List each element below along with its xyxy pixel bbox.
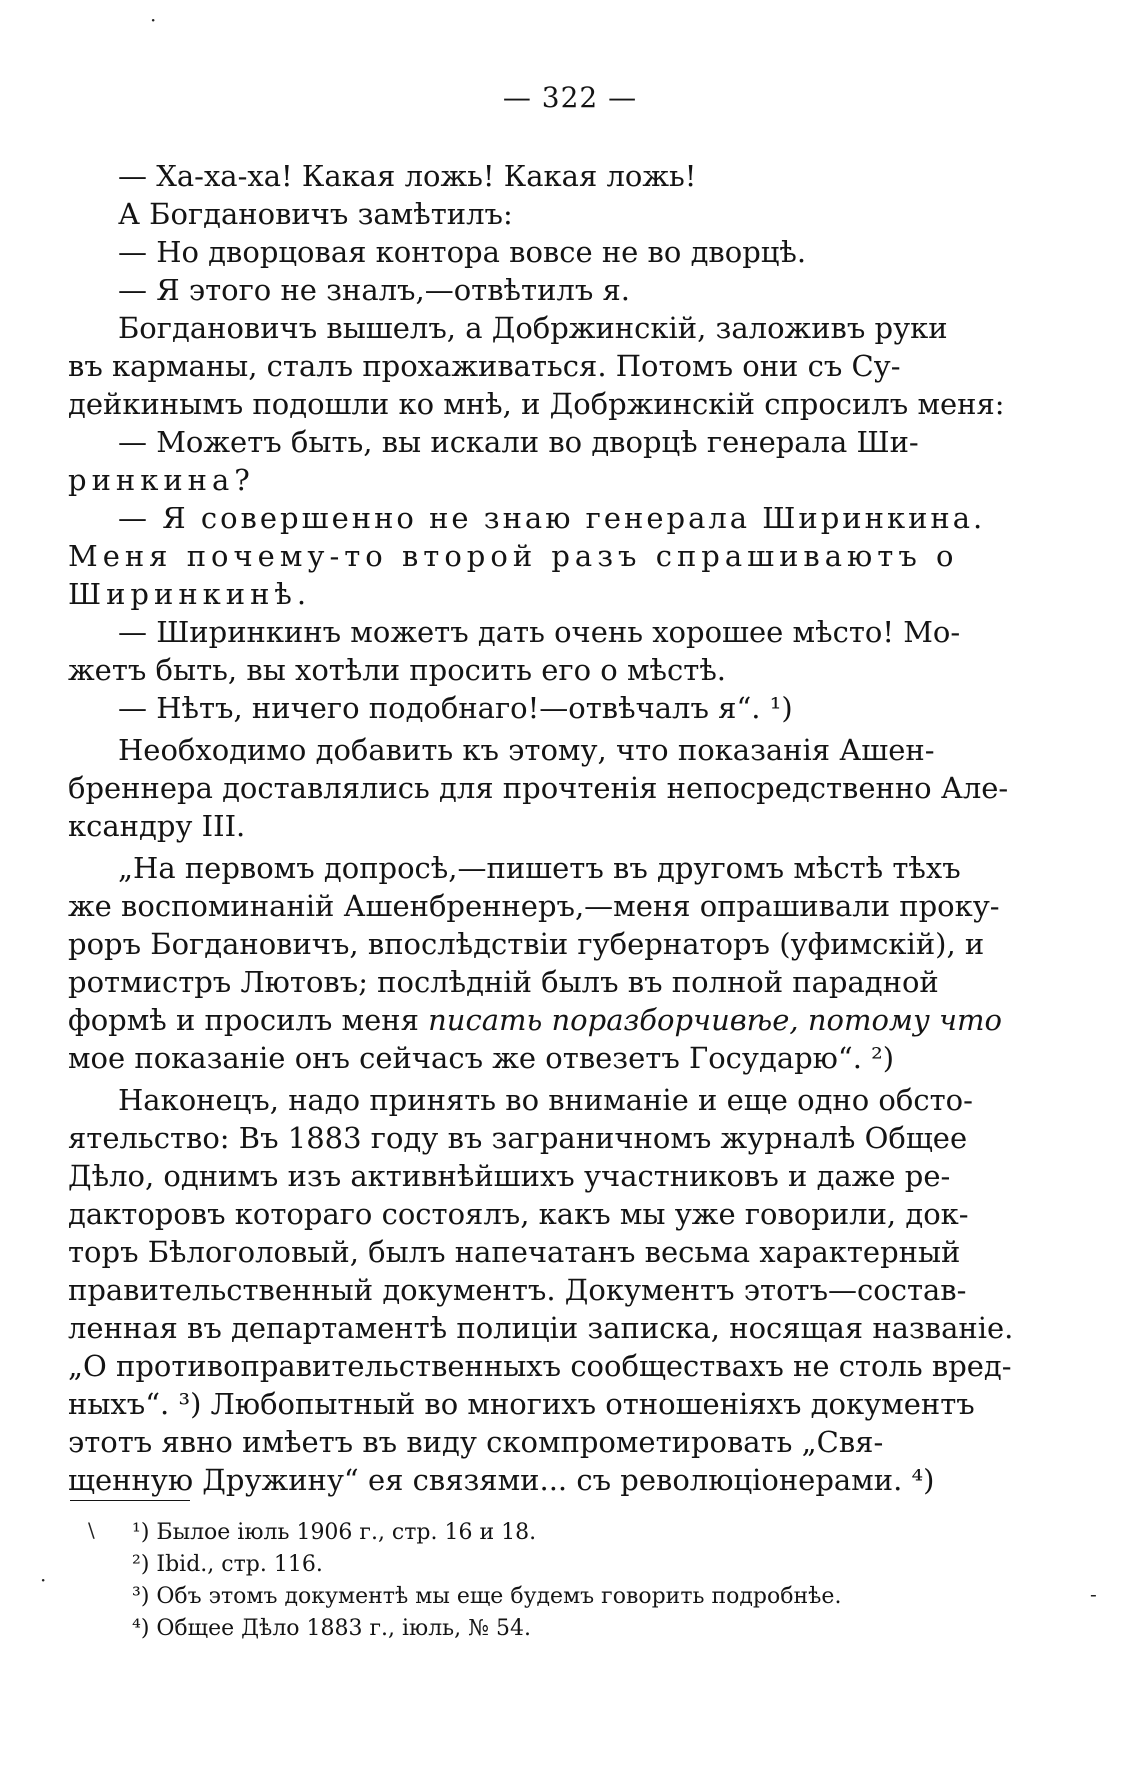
- footnote: ³) Объ этомъ документѣ мы еще будемъ говорить подробнѣе.: [132, 1584, 842, 1609]
- footnote-separator: [70, 1500, 190, 1501]
- text-line: формѣ и просилъ меня писать поразборчивѣе, потому что: [68, 1003, 1002, 1037]
- text-line: — Я этого не зналъ,—отвѣтилъ я.: [118, 273, 631, 307]
- text-line: ринкина?: [68, 463, 255, 497]
- text-line: ленная въ департаментѣ полиціи записка, носящая названіе.: [68, 1311, 1014, 1345]
- scan-mark: \: [88, 1518, 95, 1542]
- text-line: же воспоминаній Ашенбреннеръ,—меня опрашивали проку-: [68, 889, 1000, 923]
- text-line: мое показаніе онъ сейчасъ же отвезетъ Государю“. ²): [68, 1041, 895, 1075]
- text-line: этотъ явно имѣетъ въ виду скомпрометировать „Свя-: [68, 1425, 884, 1459]
- text-line: щенную Дружину“ ея связями... съ революціонерами. ⁴): [68, 1463, 935, 1497]
- text-line: „О противоправительственныхъ сообществахъ не столь вред-: [68, 1349, 1012, 1383]
- scan-speck: ·: [150, 8, 157, 32]
- text-line: — Нѣтъ, ничего подобнаго!—отвѣчалъ я“. ¹): [118, 691, 793, 725]
- text-line: бреннера доставлялись для прочтенія непосредственно Але-: [68, 771, 1009, 805]
- footnote: ¹) Былое іюль 1906 г., стр. 16 и 18.: [132, 1520, 537, 1545]
- text-line: А Богдановичъ замѣтилъ:: [118, 197, 513, 231]
- text-line: — Я совершенно не знаю генерала Ширинкина.: [118, 501, 986, 535]
- scan-mark: -: [1090, 1582, 1097, 1606]
- text-line: „На первомъ допросѣ,—пишетъ въ другомъ мѣстѣ тѣхъ: [118, 851, 961, 885]
- text-line: ротмистръ Лютовъ; послѣдній былъ въ полной парадной: [68, 965, 939, 999]
- text-line: торъ Бѣлоголовый, былъ напечатанъ весьма характерный: [68, 1235, 961, 1269]
- text-line: Ширинкинѣ.: [68, 577, 312, 611]
- text-line: ксандру III.: [68, 809, 246, 843]
- text-line: въ карманы, сталъ прохаживаться. Потомъ они съ Су-: [68, 349, 901, 383]
- text-line: Наконецъ, надо принять во вниманіе и еще одно обсто-: [118, 1083, 973, 1117]
- footnote: ⁴) Общее Дѣло 1883 г., іюль, № 54.: [132, 1616, 531, 1641]
- text-line: ятельство: Въ 1883 году въ заграничномъ журналѣ Общее: [68, 1121, 968, 1155]
- text-line: Дѣло, однимъ изъ активнѣйшихъ участниковъ и даже ре-: [68, 1159, 951, 1193]
- text-line: — Ха-ха-ха! Какая ложь! Какая ложь!: [118, 159, 697, 193]
- text-line: правительственный документъ. Документъ этотъ—состав-: [68, 1273, 967, 1307]
- page-number: — 322 —: [502, 81, 638, 114]
- footnote: ²) Ibid., стр. 116.: [132, 1552, 323, 1577]
- text-line: Богдановичъ вышелъ, а Добржинскій, заложивъ руки: [118, 311, 948, 345]
- text-line: — Ширинкинъ можетъ дать очень хорошее мѣсто! Мо-: [118, 615, 961, 649]
- scan-speck: ·: [40, 1568, 47, 1592]
- text-line: — Можетъ быть, вы искали во дворцѣ генерала Ши-: [118, 425, 919, 459]
- text-line: жетъ быть, вы хотѣли просить его о мѣстѣ.: [68, 653, 727, 687]
- text-line: дакторовъ котораго состоялъ, какъ мы уже говорили, док-: [68, 1197, 969, 1231]
- text-line: ныхъ“. ³) Любопытный во многихъ отношеніяхъ документъ: [68, 1387, 975, 1421]
- text-line: Необходимо добавить къ этому, что показанія Ашен-: [118, 733, 935, 767]
- text-line: дейкинымъ подошли ко мнѣ, и Добржинскій спросилъ меня:: [68, 387, 1005, 421]
- text-line: — Но дворцовая контора вовсе не во дворцѣ.: [118, 235, 807, 269]
- text-line: роръ Богдановичъ, впослѣдствіи губернаторъ (уфимскій), и: [68, 927, 985, 961]
- text-line: Меня почему-то второй разъ спрашиваютъ о: [68, 539, 959, 573]
